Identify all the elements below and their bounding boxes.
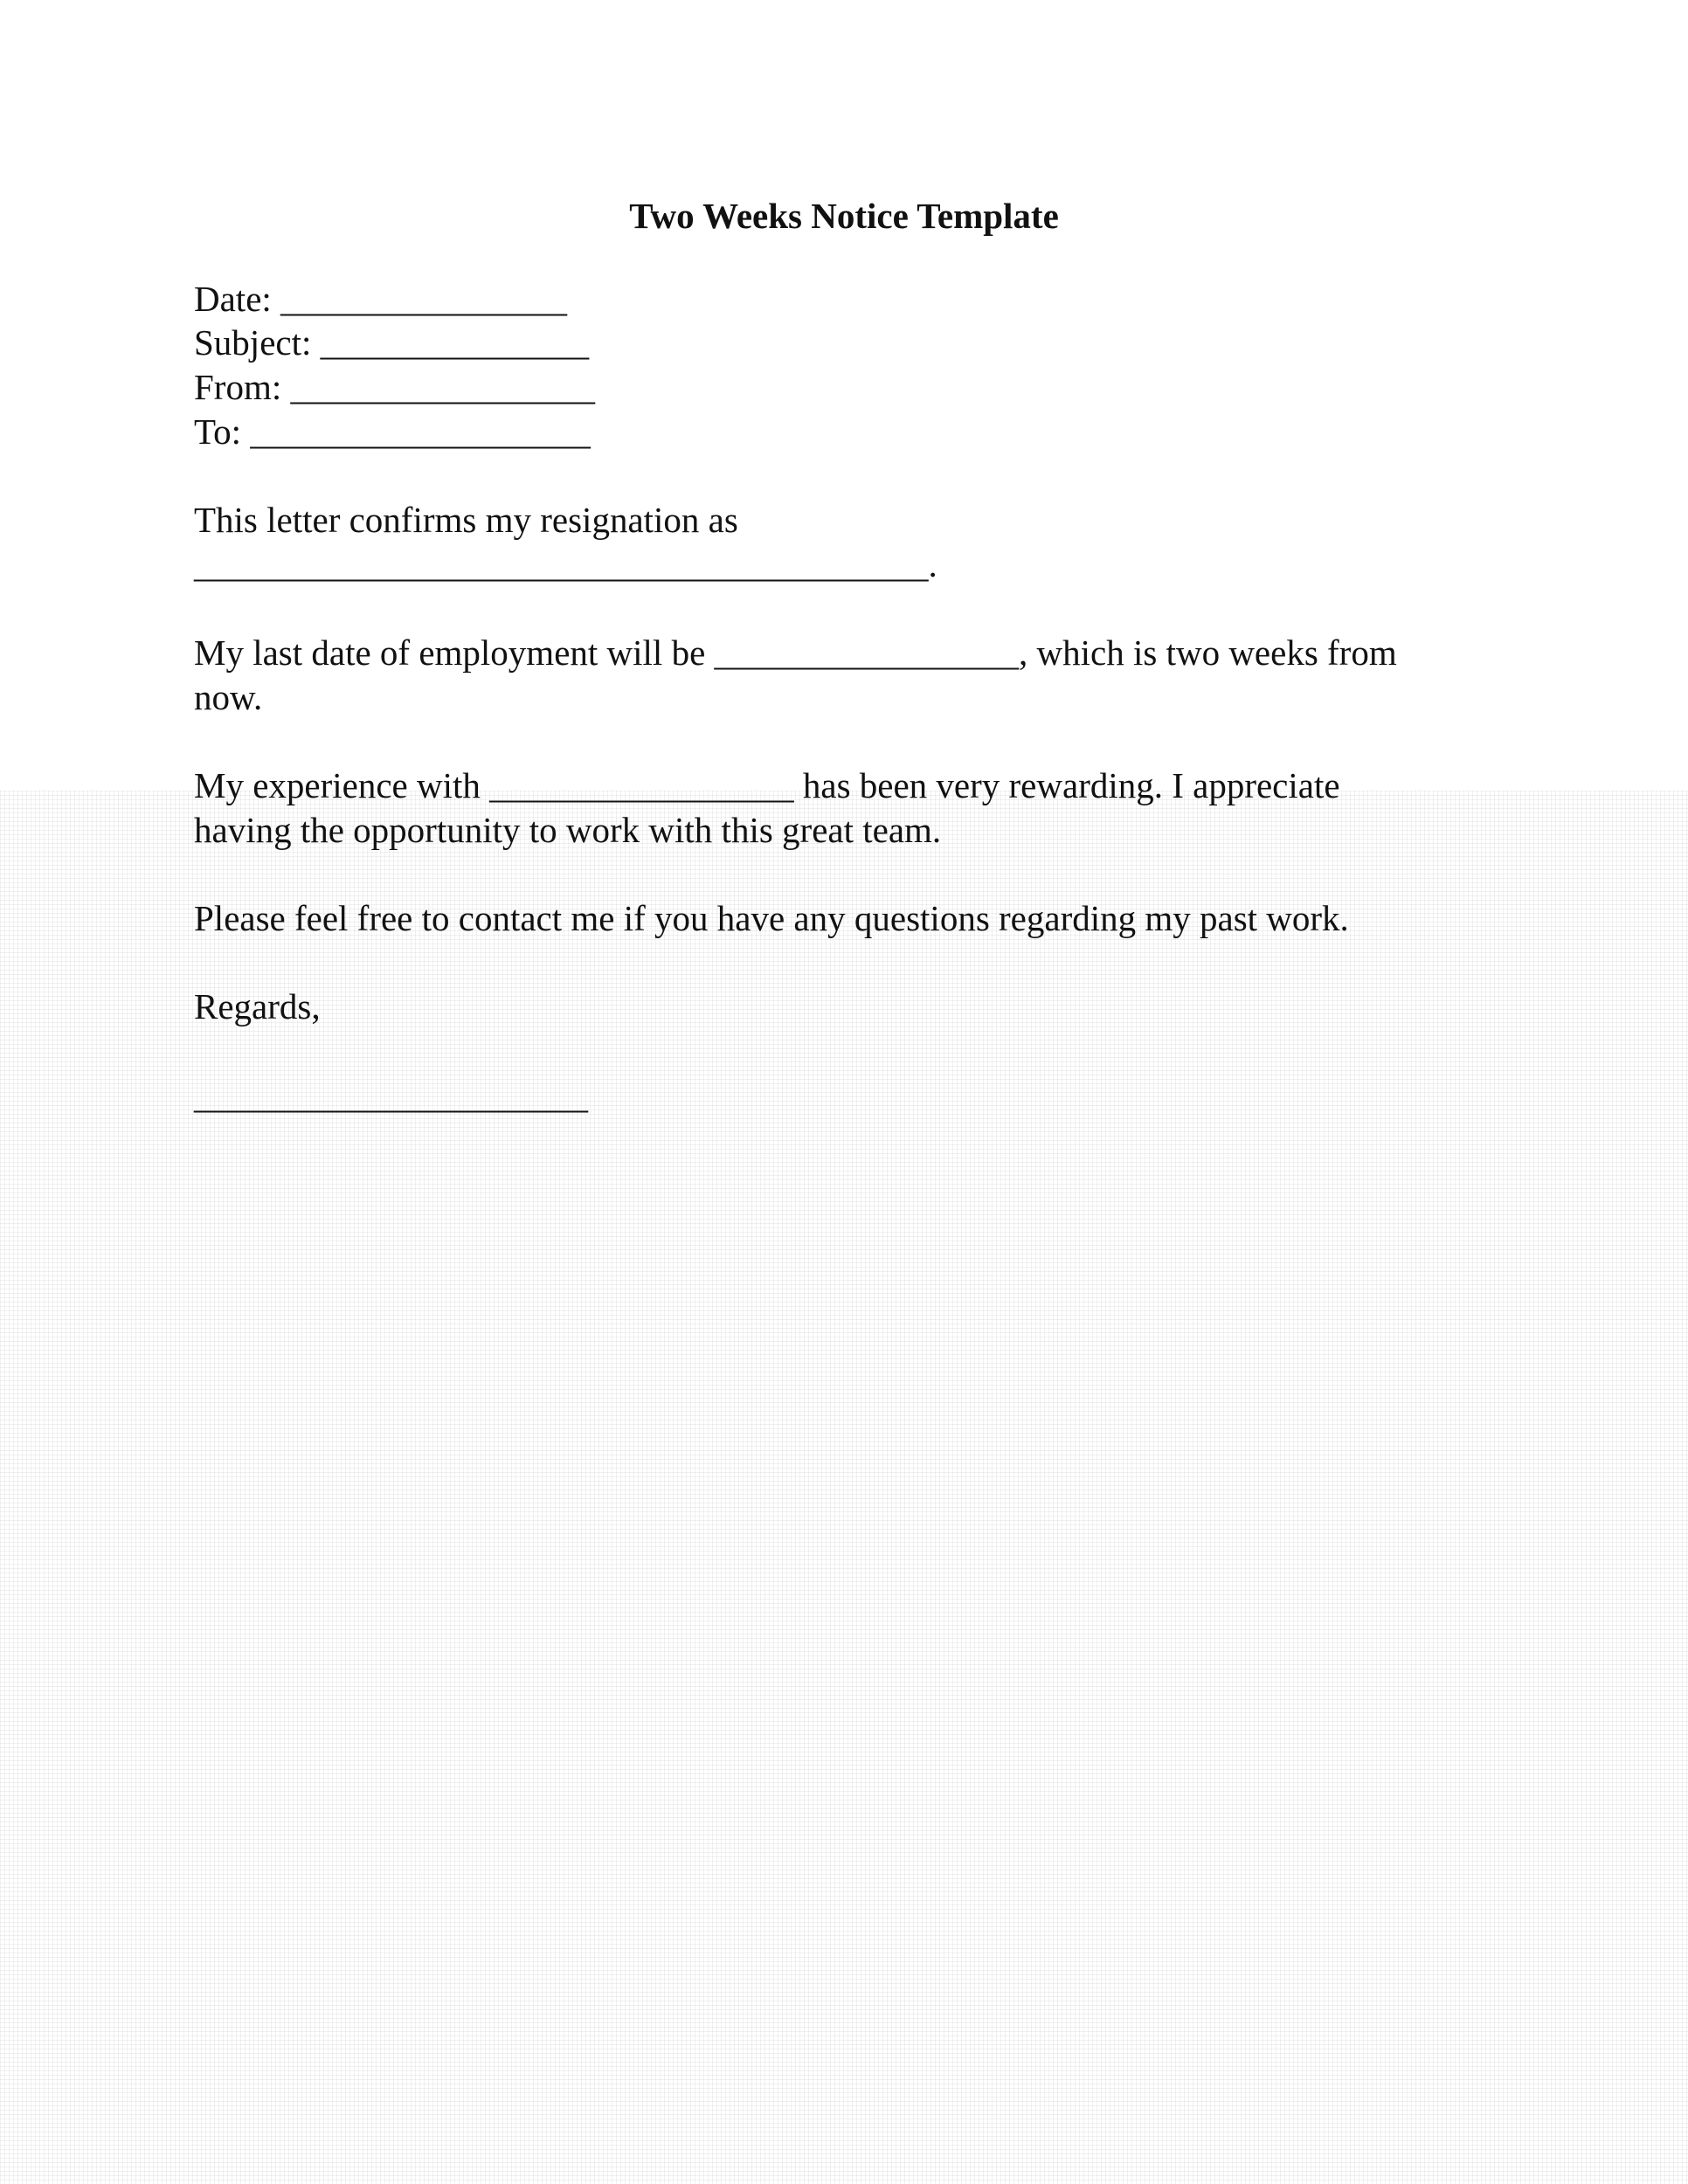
subject-field-line [194, 321, 589, 364]
subject-label: Subject: [194, 322, 312, 363]
to-label: To: [194, 411, 242, 452]
contact-paragraph: Please feel free to contact me if you have any questions regarding my past work. [194, 898, 1349, 938]
resignation-line-1: This letter confirms my resignation as [194, 500, 738, 540]
to-blank: ___________________ [250, 411, 591, 452]
last-date-line-1: My last date of employment will be _________________, which is two weeks from [194, 632, 1397, 673]
experience-line-2: having the opportunity to work with this great team. [194, 810, 942, 850]
to-field-line [194, 410, 591, 453]
last-date-line-2: now. [194, 677, 263, 717]
closing-regards: Regards, [194, 986, 321, 1026]
date-field-line [194, 277, 567, 321]
signature-line: ______________________ [194, 1075, 588, 1116]
date-blank: ________________ [280, 279, 568, 319]
from-label: From: [194, 367, 282, 407]
from-field-line [194, 365, 595, 409]
experience-line-1: My experience with _________________ has been very rewarding. I appreciate [194, 765, 1340, 805]
document-title: Two Weeks Notice Template [629, 196, 1059, 236]
from-blank: _________________ [290, 367, 595, 407]
date-label: Date: [194, 279, 272, 319]
resignation-line-2: _________________________________________. [194, 544, 937, 584]
subject-blank: _______________ [320, 322, 590, 363]
